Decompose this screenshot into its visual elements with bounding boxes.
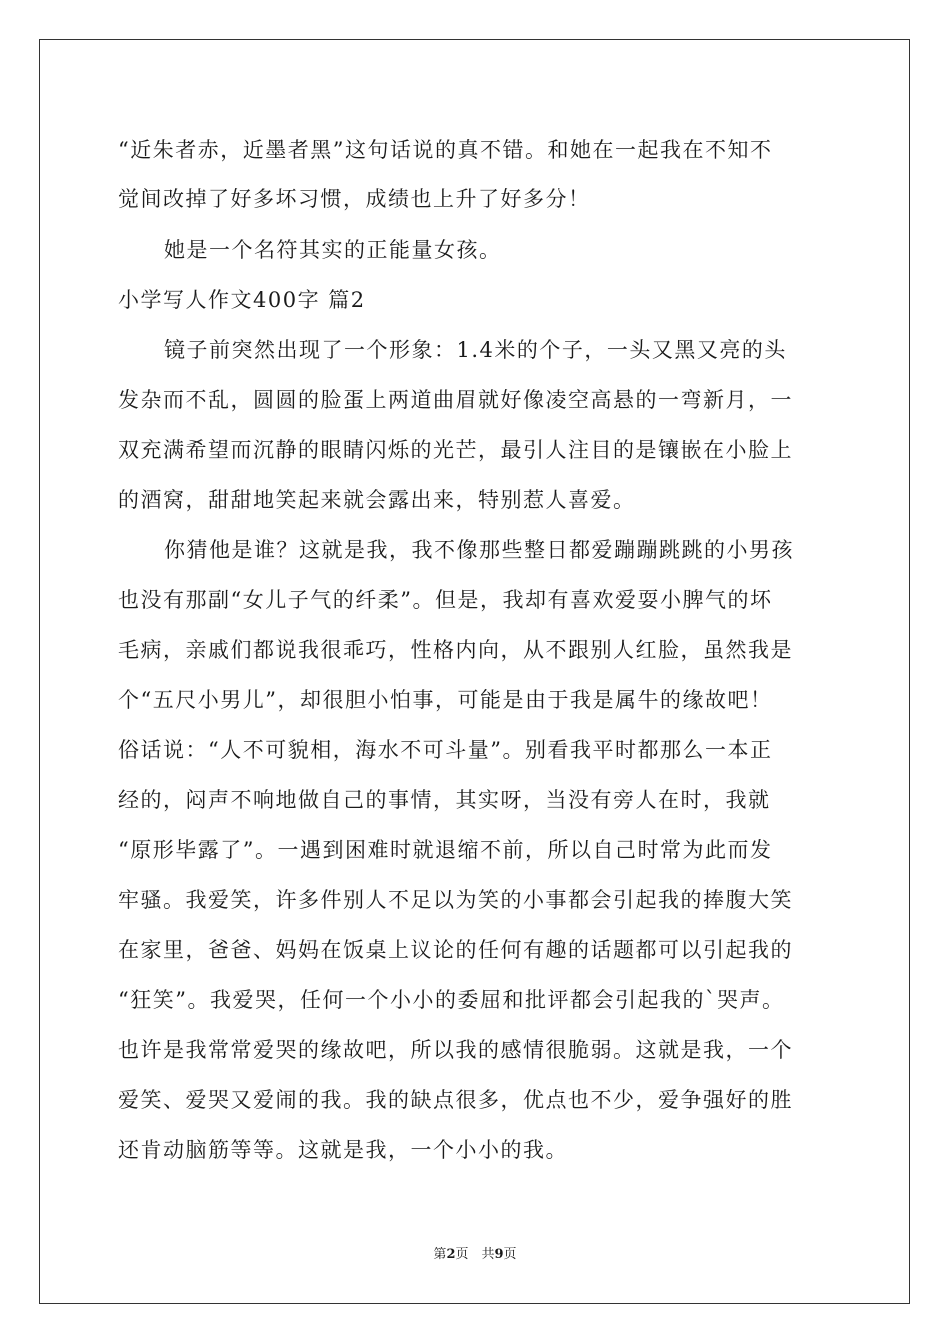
text-line: 爱笑、爱哭又爱闹的我。我的缺点很多，优点也不少，爱争强好的胜 xyxy=(118,1088,793,1112)
section-heading: 小学写人作文400字 篇2 xyxy=(118,288,366,312)
text-line: “狂笑”。我爱哭，任何一个小小的委屈和批评都会引起我的`哭声。 xyxy=(118,988,785,1012)
page-mid: 页 共 xyxy=(455,1247,495,1262)
paragraph-line: 你猜他是谁？这就是我，我不像那些整日都爱蹦蹦跳跳的小男孩 xyxy=(164,538,794,562)
total-page-count: 9 xyxy=(494,1247,504,1262)
text-line: 经的，闷声不响地做自己的事情，其实呀，当没有旁人在时，我就 xyxy=(118,788,771,812)
text-line: “原形毕露了”。一遇到困难时就退缩不前，所以自己时常为此而发 xyxy=(118,838,773,862)
text-line: 的酒窝，甜甜地笑起来就会露出来，特别惹人喜爱。 xyxy=(118,488,636,512)
page-suffix: 页 xyxy=(503,1247,517,1262)
text-line: 个“五尺小男儿”，却很胆小怕事，可能是由于我是属牛的缘故吧！ xyxy=(118,688,773,712)
text-line: 毛病，亲戚们都说我很乖巧，性格内向，从不跟别人红脸，虽然我是 xyxy=(118,638,793,662)
current-page-number: 2 xyxy=(446,1247,456,1262)
text-line: 也没有那副“女儿子气的纤柔”。但是，我却有喜欢爱耍小脾气的坏 xyxy=(118,588,773,612)
text-line: 双充满希望而沉静的眼睛闪烁的光芒，最引人注目的是镶嵌在小脸上 xyxy=(118,438,793,462)
page-prefix: 第 xyxy=(433,1247,447,1262)
text-line: 还肯动脑筋等等。这就是我，一个小小的我。 xyxy=(118,1138,568,1162)
text-line: 也许是我常常爱哭的缘故吧，所以我的感情很脆弱。这就是我，一个 xyxy=(118,1038,793,1062)
text-line: 牢骚。我爱笑，许多件别人不足以为笑的小事都会引起我的捧腹大笑 xyxy=(118,888,793,912)
page-number-footer xyxy=(0,1246,950,1264)
text-line: 发杂而不乱，圆圆的脸蛋上两道曲眉就好像凌空高悬的一弯新月，一 xyxy=(118,388,793,412)
text-line: “近朱者赤，近墨者黑”这句话说的真不错。和她在一起我在不知不 xyxy=(118,138,773,162)
text-line: 俗话说：“人不可貌相，海水不可斗量”。别看我平时都那么一本正 xyxy=(118,738,773,762)
paragraph-line: 她是一个名符其实的正能量女孩。 xyxy=(164,238,502,262)
text-line: 在家里，爸爸、妈妈在饭桌上议论的任何有趣的话题都可以引起我的 xyxy=(118,938,793,962)
paragraph-line: 镜子前突然出现了一个形象：1.4米的个子，一头又黑又亮的头 xyxy=(164,338,787,362)
text-line: 觉间改掉了好多坏习惯，成绩也上升了好多分！ xyxy=(118,187,591,211)
